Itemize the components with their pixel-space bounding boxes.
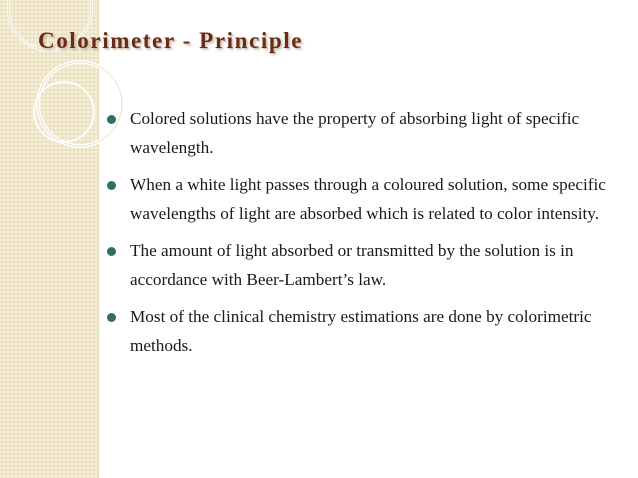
- bullet-dot-icon: [107, 247, 116, 256]
- bullet-text: When a white light passes through a coloured solution, some specific wavelengths of light are absorbed which is related to color intensity.: [130, 175, 606, 223]
- bullet-text: Colored solutions have the property of absorbing light of specific wavelength.: [130, 109, 580, 157]
- bullet-list: [104, 104, 614, 368]
- bullet-dot-icon: [107, 115, 116, 124]
- bullet-item: [104, 236, 614, 294]
- slide-title: Colorimeter - Principle: [38, 28, 304, 53]
- bullet-item: [104, 104, 614, 162]
- bullet-item: [104, 170, 614, 228]
- bullet-dot-icon: [107, 313, 116, 322]
- bullet-text: Most of the clinical chemistry estimations are done by colorimetric methods.: [130, 307, 592, 355]
- bullet-dot-icon: [107, 181, 116, 190]
- bullet-item: [104, 302, 614, 360]
- bullet-text: The amount of light absorbed or transmitted by the solution is in accordance with Beer-Lambert’s law.: [130, 241, 574, 289]
